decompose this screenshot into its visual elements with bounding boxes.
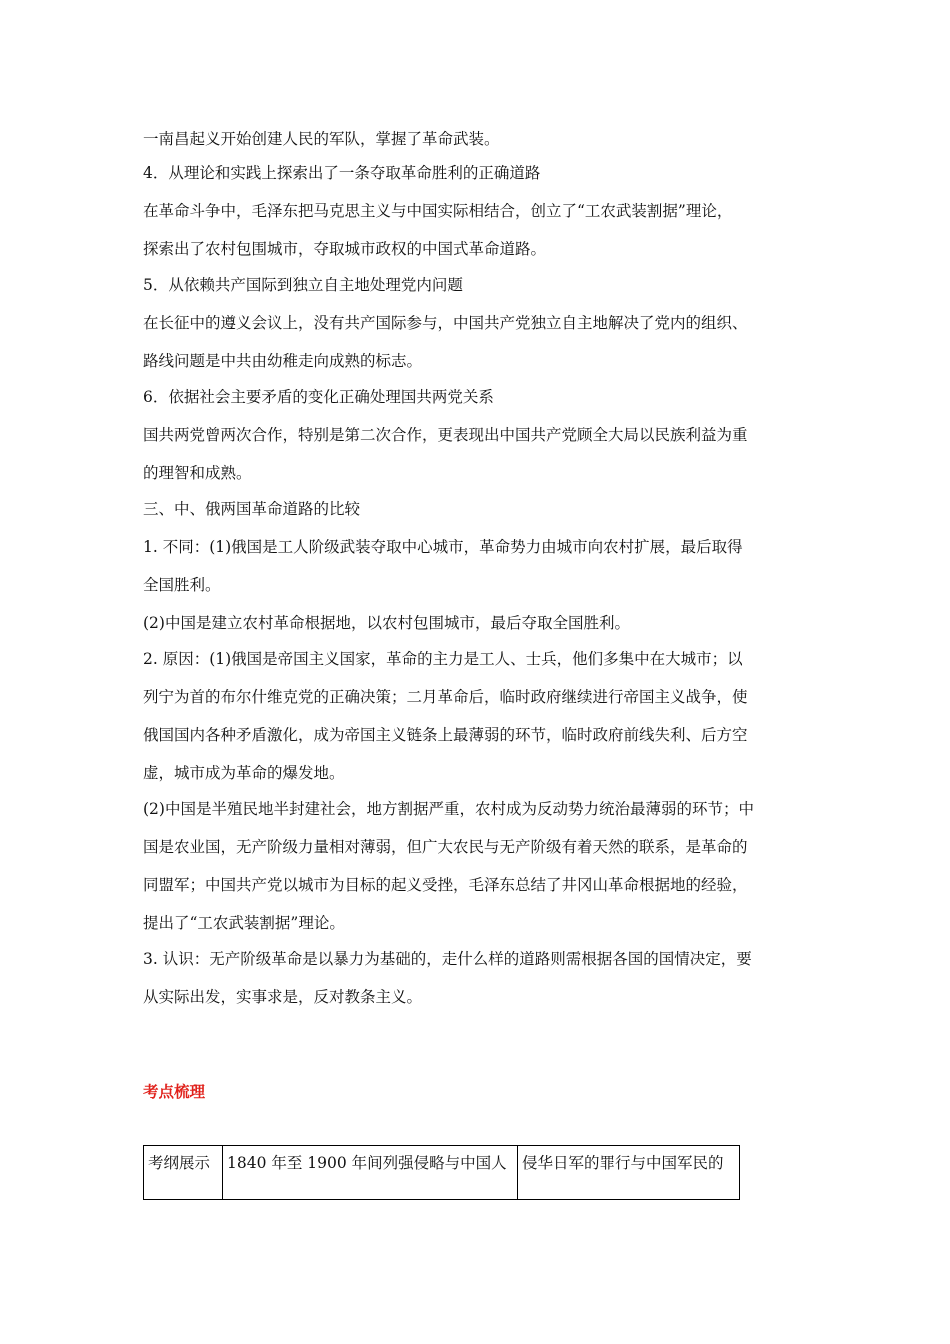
paragraph-line: 国是农业国，无产阶级力量相对薄弱，但广大农民与无产阶级有着天然的联系，是革命的 <box>143 838 748 856</box>
paragraph-line: 虚，城市成为革命的爆发地。 <box>143 764 345 782</box>
paragraph-line: 全国胜利。 <box>143 576 221 594</box>
paragraph-line: 国共两党曾两次合作，特别是第二次合作，更表现出中国共产党顾全大局以民族利益为重 <box>143 426 748 444</box>
paragraph-line: 2. 原因：(1)俄国是帝国主义国家，革命的主力是工人、士兵，他们多集中在大城市；以 <box>143 650 743 668</box>
paragraph-line: 1. 不同：(1)俄国是工人阶级武装夺取中心城市，革命势力由城市向农村扩展，最后取得 <box>143 538 743 556</box>
paragraph-line: 4．从理论和实践上探索出了一条夺取革命胜利的正确道路 <box>143 164 541 182</box>
paragraph-line: 在长征中的遵义会议上，没有共产国际参与，中国共产党独立自主地解决了党内的组织、 <box>143 314 748 332</box>
paragraph-line: 在革命斗争中，毛泽东把马克思主义与中国实际相结合，创立了“工农武装割据”理论， <box>143 202 733 220</box>
paragraph-line: 列宁为首的布尔什维克党的正确决策；二月革命后，临时政府继续进行帝国主义战争，使 <box>143 688 748 706</box>
paragraph-line: 路线问题是中共由幼稚走向成熟的标志。 <box>143 352 423 370</box>
paragraph-line: 3. 认识：无产阶级革命是以暴力为基础的，走什么样的道路则需根据各国的国情决定，要 <box>143 950 752 968</box>
paragraph-line: 三、中、俄两国革命道路的比较 <box>143 500 361 518</box>
paragraph-line: 6．依据社会主要矛盾的变化正确处理国共两党关系 <box>143 388 494 406</box>
syllabus-table <box>143 1145 740 1200</box>
paragraph-line: 的理智和成熟。 <box>143 464 252 482</box>
paragraph-line: (2)中国是半殖民地半封建社会，地方割据严重，农村成为反动势力统治最薄弱的环节；中 <box>143 800 754 818</box>
paragraph-line: 从实际出发，实事求是，反对教条主义。 <box>143 988 423 1006</box>
table-cell: 侵华日军的罪行与中国军民的 <box>518 1146 740 1200</box>
section-title: 考点梳理 <box>143 1083 206 1101</box>
paragraph-line: 5．从依赖共产国际到独立自主地处理党内问题 <box>143 276 463 294</box>
table-row <box>144 1146 740 1200</box>
paragraph-line: 同盟军；中国共产党以城市为目标的起义受挫，毛泽东总结了井冈山革命根据地的经验， <box>143 876 748 894</box>
paragraph-line: 探索出了农村包围城市，夺取城市政权的中国式革命道路。 <box>143 240 547 258</box>
paragraph-line: (2)中国是建立农村革命根据地，以农村包围城市，最后夺取全国胜利。 <box>143 614 630 632</box>
paragraph-line: 提出了“工农武装割据”理论。 <box>143 914 345 932</box>
table-cell: 1840 年至 1900 年间列强侵略与中国人 <box>223 1146 518 1200</box>
table-cell: 考纲展示 <box>144 1146 223 1200</box>
paragraph-line: 一南昌起义开始创建人民的军队，掌握了革命武装。 <box>143 130 500 148</box>
paragraph-line: 俄国国内各种矛盾激化，成为帝国主义链条上最薄弱的环节，临时政府前线失利、后方空 <box>143 726 748 744</box>
